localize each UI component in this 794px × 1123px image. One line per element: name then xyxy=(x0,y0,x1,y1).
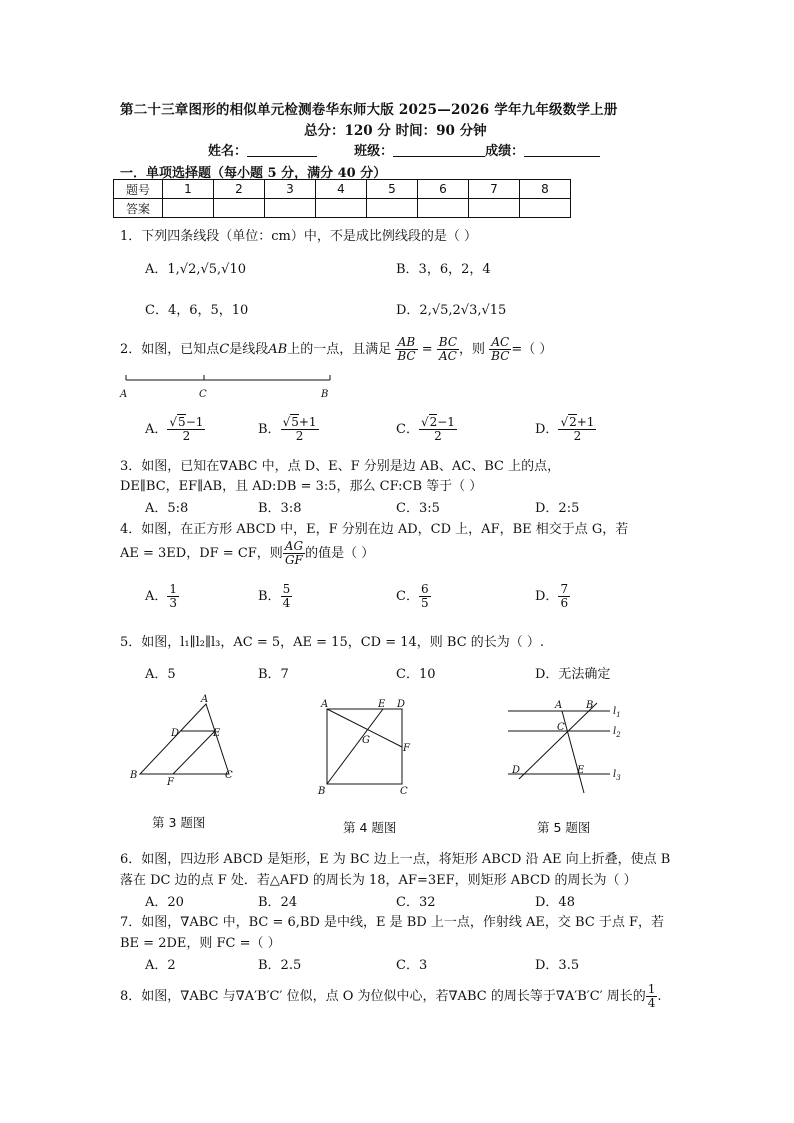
table-row xyxy=(114,180,571,199)
fraction: $\frac{AC}{BC}$ xyxy=(491,335,510,363)
label-b: B xyxy=(321,389,329,400)
segment-ef xyxy=(173,731,215,774)
student-info xyxy=(208,140,600,159)
label-g: G xyxy=(362,735,370,746)
table-header-cell: 题号 xyxy=(114,180,163,199)
q7-option-a[interactable]: A．2 xyxy=(145,958,176,973)
answer-cell[interactable] xyxy=(265,199,316,218)
q5-stem: 5．如图，l₁∥l₂∥l₃，AC = 5，AE = 15，CD = 14，则 BC 的长为（ ）. xyxy=(120,635,545,650)
q3-line2: DE∥BC，EF∥AB，且 AD:DB = 3:5，那么 CF:CB 等于（ ） xyxy=(120,479,483,494)
answer-table xyxy=(113,179,571,218)
label-e: E xyxy=(213,728,221,739)
score-blank[interactable] xyxy=(524,144,600,157)
q4-line2: AE = 3ED，DF = CF，则 $\frac{AG}{GF}$ 的值是（ ） xyxy=(120,539,375,567)
name-blank[interactable] xyxy=(247,144,317,157)
label-d: D xyxy=(397,699,406,710)
name-label: 姓名： xyxy=(208,144,248,159)
fraction: $\frac{BC}{AC}$ xyxy=(438,335,458,363)
q3-option-b[interactable]: B．3:8 xyxy=(258,501,302,516)
q1-stem: 1．下列四条线段（单位：cm）中，不是成比例线段的是（ ） xyxy=(120,229,478,244)
q3-option-c[interactable]: C．3:5 xyxy=(396,501,440,516)
label-l2: $l_2$ xyxy=(613,726,621,739)
figure-3-caption: 第 3 题图 xyxy=(152,815,206,830)
table-cell: 5 xyxy=(367,180,418,199)
label-l1: $l_1$ xyxy=(613,706,621,719)
q6-line2: 落在 DC 边的点 F 处．若△AFD 的周长为 18，AF=3EF，则矩形 ABCD 的周长为（ ） xyxy=(120,873,637,888)
label-a: A xyxy=(555,700,563,711)
label-b: B xyxy=(586,700,594,711)
figure-3 xyxy=(125,692,245,792)
square-abcd xyxy=(327,709,402,784)
class-blank[interactable] xyxy=(393,144,485,157)
answer-cell[interactable] xyxy=(469,199,520,218)
q8-stem: 8．如图，∇ABC 与∇A′B′C′ 位似，点 O 为位似中心，若∇ABC 的周长等于∇A′B′C′ 周长的 $\frac{1}{4}$ . xyxy=(120,982,662,1010)
q2-stem: 2．如图，已知点C是线段AB上的一点，且满足 $\frac{AB}{BC}$ = $\frac{BC}{AC}$ ，则 $\frac{AC}{BC}$ =（ ） xyxy=(120,335,553,363)
table-cell: 7 xyxy=(469,180,520,199)
q7-option-c[interactable]: C．3 xyxy=(396,958,428,973)
table-cell: 8 xyxy=(520,180,571,199)
answer-cell[interactable] xyxy=(214,199,265,218)
q5-option-a[interactable]: A．5 xyxy=(145,667,176,682)
q5-option-b[interactable]: B．7 xyxy=(258,667,289,682)
answer-cell[interactable] xyxy=(520,199,571,218)
label-l3: $l_3$ xyxy=(613,769,621,782)
q5-option-c[interactable]: C．10 xyxy=(396,667,436,682)
label-b: B xyxy=(130,770,138,781)
q2-option-a[interactable]: A． $\frac{√5-1}{2}$ xyxy=(145,415,204,443)
q3-option-d[interactable]: D．2:5 xyxy=(535,501,580,516)
label-e: E xyxy=(577,765,585,776)
score-label: 成绩： xyxy=(485,144,525,159)
answer-cell[interactable] xyxy=(367,199,418,218)
q4-option-b[interactable]: B． $\frac{5}{4}$ xyxy=(258,582,291,610)
table-cell: 3 xyxy=(265,180,316,199)
q2-option-b[interactable]: B． $\frac{√5+1}{2}$ xyxy=(258,415,317,443)
transversal-ae xyxy=(562,711,584,793)
figure-5-caption: 第 5 题图 xyxy=(537,820,591,835)
answer-cell[interactable] xyxy=(316,199,367,218)
label-e: E xyxy=(378,699,386,710)
label-c: C xyxy=(400,786,408,797)
q3-line1: 3．如图，已知在∇ABC 中，点 D、E、F 分别是边 AB、AC、BC 上的点， xyxy=(120,459,561,474)
page-title: 第二十三章图形的相似单元检测卷华东师大版 2025—2026 学年九年级数学上册 xyxy=(120,102,618,118)
label-c: C xyxy=(199,389,207,400)
q1-option-a[interactable]: A．1,√2,√5,√10 xyxy=(145,262,246,277)
q4-option-d[interactable]: D． $\frac{7}{6}$ xyxy=(535,582,569,610)
label-a: A xyxy=(201,694,209,705)
exam-subtitle: 总分：120 分 时间：90 分钟 xyxy=(304,123,487,139)
q7-option-d[interactable]: D．3.5 xyxy=(535,958,580,973)
table-cell: 1 xyxy=(163,180,214,199)
figure-4-caption: 第 4 题图 xyxy=(343,820,397,835)
q2-option-c[interactable]: C． $\frac{√2-1}{2}$ xyxy=(396,415,455,443)
label-c: C xyxy=(225,770,233,781)
label-a: A xyxy=(321,699,329,710)
q7-option-b[interactable]: B．2.5 xyxy=(258,958,302,973)
table-cell: 4 xyxy=(316,180,367,199)
label-c: C xyxy=(557,722,565,733)
table-cell: 2 xyxy=(214,180,265,199)
label-a: A xyxy=(120,389,128,400)
segment-be xyxy=(327,709,383,784)
q6-line1: 6．如图，四边形 ABCD 是矩形，E 为 BC 边上一点，将矩形 ABCD 沿 AE 向上折叠，使点 B xyxy=(120,852,671,867)
table-header-cell: 答案 xyxy=(114,199,163,218)
table-row xyxy=(114,199,571,218)
fraction: $\frac{AB}{BC}$ xyxy=(397,335,416,363)
q4-line1: 4．如图，在正方形 ABCD 中，E，F 分别在边 AD，CD 上，AF，BE 相交于点 G，若 xyxy=(120,522,629,537)
figure-5 xyxy=(500,695,635,795)
transversal-bd xyxy=(519,703,597,779)
label-b: B xyxy=(318,786,326,797)
q3-option-a[interactable]: A．5:8 xyxy=(145,501,189,516)
q6-option-d[interactable]: D．48 xyxy=(535,895,575,910)
q1-option-b[interactable]: B．3，6，2，4 xyxy=(396,262,491,277)
label-d: D xyxy=(171,728,180,739)
q6-option-a[interactable]: A．20 xyxy=(145,895,184,910)
q7-line1: 7．如图，∇ABC 中，BC = 6,BD 是中线，E 是 BD 上一点，作射线 AE，交 BC 于点 F，若 xyxy=(120,915,665,930)
q6-option-b[interactable]: B．24 xyxy=(258,895,298,910)
q1-option-d[interactable]: D．2,√5,2√3,√15 xyxy=(396,303,507,318)
table-cell: 6 xyxy=(418,180,469,199)
q2-option-d[interactable]: D． $\frac{√2+1}{2}$ xyxy=(535,415,595,443)
segment-ab-figure xyxy=(118,370,338,402)
q4-option-a[interactable]: A． $\frac{1}{3}$ xyxy=(145,582,178,610)
triangle-abc xyxy=(140,704,229,774)
q5-option-d[interactable]: D．无法确定 xyxy=(535,667,611,682)
answer-cell[interactable] xyxy=(163,199,214,218)
figure-4 xyxy=(315,697,425,802)
section-title: 一．单项选择题（每小题 5 分，满分 40 分） xyxy=(120,166,387,181)
label-f: F xyxy=(167,777,174,788)
label-d: D xyxy=(512,765,521,776)
q4-option-c[interactable]: C． $\frac{6}{5}$ xyxy=(396,582,429,610)
q7-line2: BE = 2DE，则 FC =（ ） xyxy=(120,936,281,951)
answer-cell[interactable] xyxy=(418,199,469,218)
label-f: F xyxy=(403,743,410,754)
q6-option-c[interactable]: C．32 xyxy=(396,895,436,910)
class-label: 班级： xyxy=(354,144,394,159)
q1-option-c[interactable]: C．4，6，5，10 xyxy=(145,303,249,318)
